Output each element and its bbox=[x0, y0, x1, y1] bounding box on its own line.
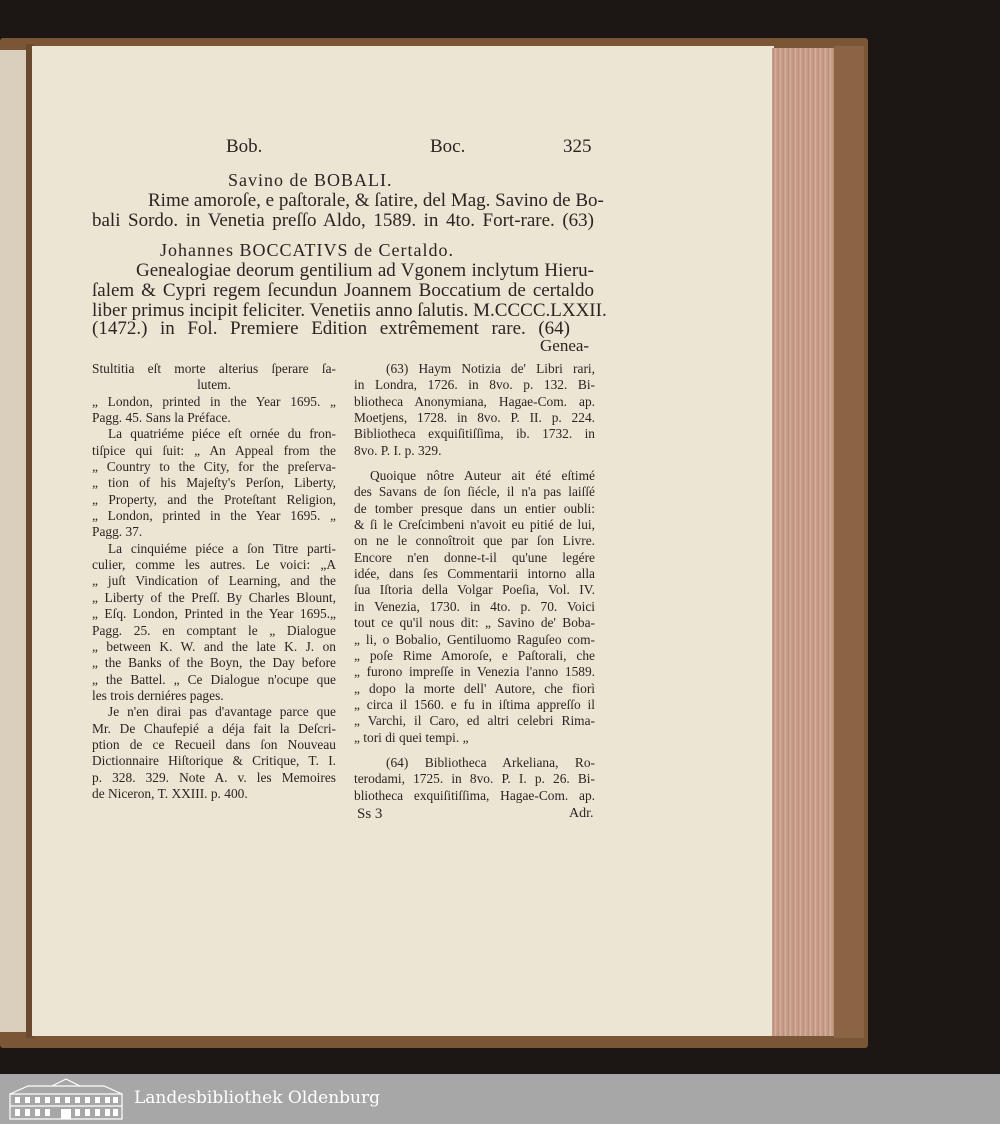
left-line-16: „ Eſq. London, Printed in the Year 1695.„ bbox=[92, 606, 336, 622]
right-line-19: „ furono impreſſe in Venezia l'anno 1589. bbox=[354, 664, 595, 680]
left-line-21: les trois derniéres pages. bbox=[92, 687, 224, 703]
left-line-25: Dictionnaire Hiſtorique & Critique, T. I. bbox=[92, 753, 336, 769]
right-line-25: terodami, 1725. in 8vo. P. I. p. 26. Bi- bbox=[354, 771, 595, 787]
left-line-27: de Niceron, T. XXIII. p. 400. bbox=[92, 785, 248, 801]
entry2-line-1: Genealogiae deorum gentilium ad Vgonem inclytum Hieru- bbox=[136, 260, 594, 281]
right-line-8: des Savans de ſon ſiécle, il n'a pas laiſſé bbox=[354, 484, 595, 500]
signature-mark: Ss 3 bbox=[357, 806, 383, 822]
left-line-22: Je n'en dirai pas d'avantage parce que bbox=[108, 704, 336, 720]
right-line-22: „ Varchi, il Caro, ed altri celebri Rima- bbox=[354, 713, 595, 729]
right-line-12: Encore n'en donne-t-il qu'une legére bbox=[354, 549, 595, 565]
right-line-16: tout ce qu'il nous dit: „ Savino de' Boba- bbox=[354, 615, 595, 631]
left-line-19: „ the Banks of the Boyn, the Day before bbox=[92, 655, 336, 671]
library-name: Landesbibliothek Oldenburg bbox=[134, 1088, 381, 1108]
left-line-23: Mr. De Chaufepié a déja fait la Deſcri- bbox=[92, 720, 336, 736]
right-line-21: „ circa il 1560. e fu in iſtima appreſſo il bbox=[354, 696, 595, 712]
left-line-8: „ tion of his Majeſty's Perſon, Liberty, bbox=[92, 475, 336, 491]
right-line-10: & ſi le Creſcimbeni n'avoit eu pitié de lui, bbox=[354, 517, 595, 533]
running-head-left: Bob. bbox=[226, 136, 263, 157]
left-line-17: Pagg. 25. en comptant le „ Dialogue bbox=[92, 622, 336, 638]
right-line-23: „ tori di quei tempi. „ bbox=[354, 729, 469, 745]
left-line-20: „ the Battel. „ Ce Dialogue n'ocupe que bbox=[92, 671, 336, 687]
entry2-line-2: ſalem & Cypri regem ſecundun Joannem Boccatium de certaldo bbox=[92, 280, 594, 301]
left-line-18: „ between K. W. and the late K. J. on bbox=[92, 638, 336, 654]
right-line-1: (63) Haym Notizia de' Libri rari, bbox=[386, 361, 595, 376]
left-line-5: La quatriéme piéce eſt ornée du fron- bbox=[108, 426, 336, 442]
right-line-7: Quoique nôtre Auteur ait été eſtimé bbox=[370, 468, 595, 484]
left-line-4: Pagg. 45. Sans la Préface. bbox=[92, 410, 231, 426]
left-line-24: ption de ce Recueil dans ſon Nouveau bbox=[92, 736, 336, 752]
entry2-line-3: liber primus incipit feliciter. Venetiis anno ſalutis. M.CCCC.LXXII. bbox=[92, 300, 607, 321]
left-line-13: culier, comme les autres. Le voici: „A bbox=[92, 557, 336, 573]
page-number: 325 bbox=[563, 136, 592, 157]
right-line-15: in Venezia, 1730. in 4to. p. 70. Voici bbox=[354, 598, 595, 614]
right-column bbox=[354, 361, 595, 804]
bottom-catchword: Adr. bbox=[569, 806, 594, 821]
right-line-6: 8vo. P. I. p. 329. bbox=[354, 442, 442, 458]
left-line-14: „ juſt Vindication of Learning, and the bbox=[92, 573, 336, 589]
left-line-11: Pagg. 37. bbox=[92, 524, 143, 540]
right-line-14: ſua Iſtoria della Volgar Poeſia, Vol. IV. bbox=[354, 582, 595, 598]
right-line-26: bliotheca exquiſitiſſima, Hagae-Com. ap. bbox=[354, 787, 595, 803]
right-line-18: „ poſe Rime Amoroſe, e Paſtorali, che bbox=[354, 647, 595, 663]
right-line-5: Bibliotheca exquiſitiſſima, ib. 1732. in bbox=[354, 426, 595, 442]
right-line-2: in Londra, 1726. in 8vo. p. 132. Bi- bbox=[354, 377, 595, 393]
entry1-title: Savino de BOBALI. bbox=[228, 170, 393, 190]
left-line-7: „ Country to the City, for the preſerva- bbox=[92, 459, 336, 475]
right-line-9: de tomber presque dans un entier oubli: bbox=[354, 500, 595, 516]
left-column bbox=[92, 361, 336, 802]
entry1-line-1: Rime amoroſe, e paſtorale, & ſatire, del Mag. Savino de Bo- bbox=[148, 190, 604, 211]
left-line-3: „ London, printed in the Year 1695. „ bbox=[92, 393, 336, 409]
left-line-9: „ Property, and the Proteſtant Religion, bbox=[92, 491, 336, 507]
entry2-line-4: (1472.) in Fol. Premiere Edition extrêmement rare. (64) bbox=[92, 318, 570, 339]
left-line-6: tiſpice qui ſuit: „ An Appeal from the bbox=[92, 442, 336, 458]
left-line-2: lutem. bbox=[197, 377, 231, 393]
left-line-10: „ London, printed in the Year 1695. „ bbox=[92, 508, 336, 524]
right-line-17: „ li, o Bobalio, Gentiluomo Raguſeo com- bbox=[354, 631, 595, 647]
left-line-15: „ Liberty of the Preſſ. By Charles Blount, bbox=[92, 589, 336, 605]
right-line-3: bliotheca Anonymiana, Hagae-Com. ap. bbox=[354, 393, 595, 409]
library-building-icon bbox=[8, 1078, 124, 1120]
left-line-26: p. 328. 329. Note A. v. les Memoires bbox=[92, 769, 336, 785]
left-line-12: La cinquiéme piéce a ſon Titre parti- bbox=[108, 540, 336, 556]
entry2-catchword: Genea- bbox=[540, 336, 590, 355]
entry1-line-2: bali Sordo. in Venetia preſſo Aldo, 1589. in 4to. Fort-rare. (63) bbox=[92, 210, 594, 231]
right-line-24: (64) Bibliotheca Arkeliana, Ro- bbox=[386, 754, 595, 770]
running-head-center: Boc. bbox=[430, 136, 466, 157]
left-line-1: Stultitia eſt morte alterius ſperare ſa- bbox=[92, 361, 336, 376]
entry2-title: Johannes BOCCATIVS de Certaldo. bbox=[160, 240, 454, 260]
right-line-4: Moetjens, 1728. in 8vo. P. II. p. 224. bbox=[354, 410, 595, 426]
footer-bar bbox=[0, 1074, 1000, 1124]
right-line-20: „ dopo la morte dell' Autore, che fiorì bbox=[354, 680, 595, 696]
right-line-13: idée, dans ſes Commentarii intorno alla bbox=[354, 566, 595, 582]
right-line-11: on ne le connoîtroit que par ſon Livre. bbox=[354, 533, 595, 549]
